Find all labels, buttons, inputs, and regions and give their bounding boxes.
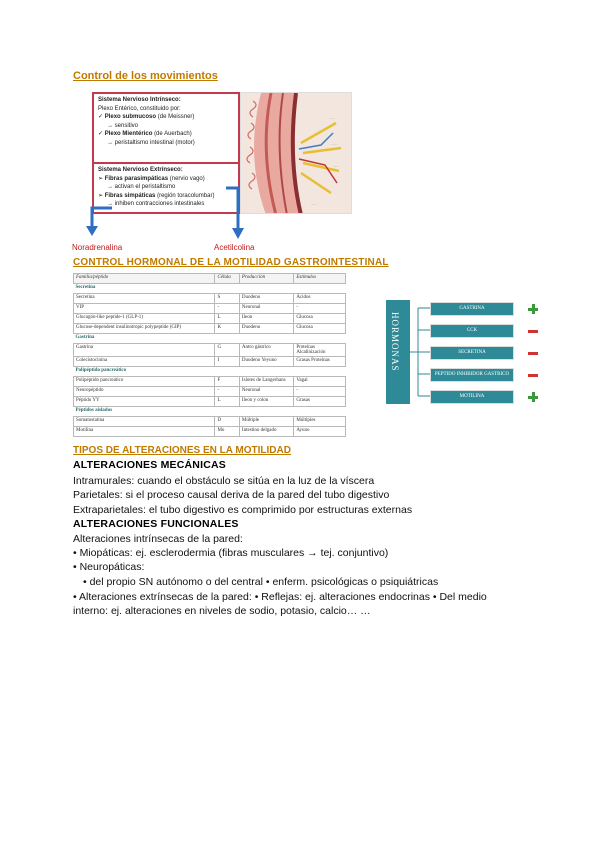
table-cell: Glucosa — [294, 314, 346, 324]
bracket-connector — [410, 302, 432, 402]
functional-line: Alteraciones intrínsecas de la pared: — [73, 533, 243, 545]
table-row — [74, 427, 346, 437]
table-cell: G — [215, 344, 239, 357]
table-row — [74, 377, 346, 387]
table-cell: Islotes de Langerhans — [239, 377, 293, 387]
table-family-row — [74, 334, 346, 344]
minus-icon — [528, 374, 538, 377]
table-cell: Neuronal — [239, 387, 293, 397]
submucosal-function: → sensitivo — [107, 122, 139, 129]
svg-text:.......: ....... — [329, 116, 335, 120]
table-row — [74, 387, 346, 397]
section-title-hormonal: CONTROL HORMONAL DE LA MOTILIDAD GASTROINTESTINAL — [73, 257, 389, 268]
arrow-down-right-icon — [224, 186, 254, 241]
table-cell: Intestino delgado — [239, 427, 293, 437]
minus-icon — [528, 352, 538, 355]
svg-text:.......: ....... — [333, 164, 339, 168]
table-cell: L — [215, 397, 239, 407]
table-cell: VIP — [74, 304, 215, 314]
table-cell: Gastrina — [74, 344, 215, 357]
mechanical-line: Extraparietales: el tubo digestivo es comprimido por estructuras externas — [73, 504, 413, 516]
nervous-system-box — [92, 92, 240, 214]
section-title-control: Control de los movimientos — [73, 70, 218, 82]
table-family-row — [74, 284, 346, 294]
table-cell: Duodeno — [239, 324, 293, 334]
acetylcholine-label: Acetilcolina — [214, 243, 255, 252]
table-family-row — [74, 407, 346, 417]
table-cell: Antro gástrico — [239, 344, 293, 357]
table-header-cell: Estímulos — [294, 274, 346, 284]
table-cell: - — [215, 387, 239, 397]
table-row — [74, 397, 346, 407]
sympathetic-fibers: ➢ Fibras simpáticas (región toracolumbar) — [98, 192, 215, 199]
table-row — [74, 357, 346, 367]
table-cell: Mo — [215, 427, 239, 437]
table-cell: Péptido YY — [74, 397, 215, 407]
section-title-types: TIPOS DE ALTERACIONES EN LA MOTILIDAD — [73, 445, 291, 456]
arrow-down-left-icon — [84, 206, 114, 238]
svg-text:.......: ....... — [331, 142, 337, 146]
hormone-box: MOTILINA — [430, 390, 514, 404]
functional-line: • del propio SN autónomo o del central • enferm. psicológicas o psiquiátricas — [83, 576, 439, 588]
hormone-box: GASTRINA — [430, 302, 514, 316]
table-cell: Duodeno Yeyuno — [239, 357, 293, 367]
intrinsic-line: Plexo Entérico, constituido por: — [98, 105, 181, 112]
table-cell: Múltiple — [239, 417, 293, 427]
table-row — [74, 314, 346, 324]
table-header-cell: Producción — [239, 274, 293, 284]
table-row — [74, 344, 346, 357]
myenteric-function: → peristaltismo intestinal (motor) — [107, 139, 195, 146]
table-cell: L — [215, 314, 239, 324]
table-header-row — [74, 274, 346, 284]
functional-line: interno: ej. alteraciones en niveles de sodio, potasio, calcio… … — [73, 605, 371, 617]
plus-icon — [528, 304, 538, 314]
table-family-cell: Polipéptido pancreático — [74, 367, 346, 377]
table-family-row — [74, 367, 346, 377]
table-cell: Somatostatina — [74, 417, 215, 427]
table-cell: Grasas Proteínas — [294, 357, 346, 367]
table-cell: - — [215, 304, 239, 314]
table-cell: Ileon y colon — [239, 397, 293, 407]
table-cell: S — [215, 294, 239, 304]
myenteric-plexus: ✓ Plexo Mientérico (de Auerbach) — [98, 131, 192, 138]
table-cell: Secretina — [74, 294, 215, 304]
table-cell: Duodeno — [239, 294, 293, 304]
hormone-table — [73, 273, 346, 437]
parasympathetic-fibers: ➢ Fibras parasimpáticas (nervio vago) — [98, 175, 205, 182]
table-row — [74, 294, 346, 304]
table-cell: Neuronal — [239, 304, 293, 314]
table-cell: Ayuno — [294, 427, 346, 437]
mechanical-line: Parietales: si el proceso causal deriva de la pared del tubo digestivo — [73, 489, 390, 501]
hormones-vertical-label: HORMONAS — [390, 312, 400, 372]
hormone-box: SECRETINA — [430, 346, 514, 360]
functional-line: • Alteraciones extrínsecas de la pared: • Reflejas: ej. alteraciones endocrinas • Del medio — [73, 591, 487, 603]
noradrenaline-label: Noradrenalina — [72, 243, 123, 252]
table-cell: Glucosa — [294, 324, 346, 334]
mechanical-title: ALTERACIONES MECÁNICAS — [73, 459, 226, 471]
table-cell: Polipéptido pancreático — [74, 377, 215, 387]
intestine-anatomy-illustration — [240, 92, 352, 214]
table-cell: Glucagón-like peptide-1 (GLP-1) — [74, 314, 215, 324]
extrinsic-system-section — [94, 164, 238, 211]
anatomy-drawing — [241, 93, 352, 214]
table-cell: K — [215, 324, 239, 334]
table-row — [74, 324, 346, 334]
mechanical-line: Intramurales: cuando el obstáculo se sitúa en la luz de la víscera — [73, 475, 375, 487]
table-cell: Glucose-dependent insulinotropic polypeptide (GIP) — [74, 324, 215, 334]
extrinsic-title: Sistema Nervioso Extrínseco: — [98, 167, 183, 173]
table-cell: Ácidos — [294, 294, 346, 304]
table-cell: Neuropéptido — [74, 387, 215, 397]
plus-icon — [528, 392, 538, 402]
table-cell: I — [215, 357, 239, 367]
table-cell: Ileon — [239, 314, 293, 324]
functional-line: • Neuropáticas: — [73, 561, 145, 573]
table-header-cell: Célula — [215, 274, 239, 284]
sympathetic-function: → inhiben contracciones intestinales — [107, 201, 205, 208]
hormone-box: PEPTIDO INHIBIDOR GASTRICO — [430, 368, 514, 382]
hormones-vertical-bar — [386, 300, 410, 404]
parasympathetic-function: → activan el peristaltismo — [107, 184, 176, 191]
table-cell: Múltiples — [294, 417, 346, 427]
table-family-cell: Secretina — [74, 284, 346, 294]
functional-title: ALTERACIONES FUNCIONALES — [73, 518, 239, 530]
minus-icon — [528, 330, 538, 333]
intrinsic-system-section — [94, 94, 238, 164]
table-cell: - — [294, 387, 346, 397]
table-header-cell: Familia/péptido — [74, 274, 215, 284]
table-cell: Proteínas Alcalinización — [294, 344, 346, 357]
table-cell: Grasas — [294, 397, 346, 407]
table-row — [74, 417, 346, 427]
intrinsic-title: Sistema Nervioso Intrínseco: — [98, 97, 181, 103]
table-cell: D — [215, 417, 239, 427]
table-family-cell: Gastrina — [74, 334, 346, 344]
submucosal-plexus: ✓ Plexo submucoso (de Meissner) — [98, 114, 195, 121]
table-family-cell: Péptidos aislados — [74, 407, 346, 417]
table-row — [74, 304, 346, 314]
table-cell: Vagal — [294, 377, 346, 387]
functional-line: • Miopáticas: ej. esclerodermia (fibras musculares → tej. conjuntivo) — [73, 547, 389, 559]
table-cell: Motilina — [74, 427, 215, 437]
table-cell: F — [215, 377, 239, 387]
svg-text:.......: ....... — [311, 202, 317, 206]
hormone-box: CCK — [430, 324, 514, 338]
table-cell: - — [294, 304, 346, 314]
table-cell: Colecistocinina — [74, 357, 215, 367]
